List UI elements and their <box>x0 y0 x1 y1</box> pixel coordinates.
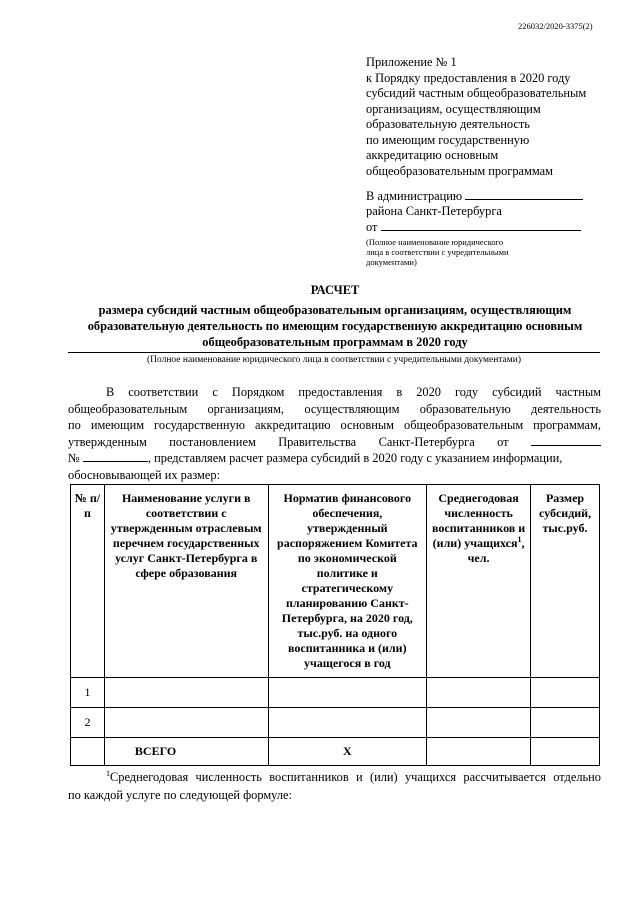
norm-cell[interactable] <box>268 708 427 738</box>
org-name-field[interactable] <box>68 352 600 353</box>
total-count-cell[interactable] <box>427 738 531 766</box>
paragraph-line: общеобразовательным организациям, осуществляющим образовательную деятельность <box>68 401 601 416</box>
document-heading <box>60 283 610 350</box>
number-sign: № <box>68 451 80 465</box>
address-line-admin: В администрацию <box>366 189 463 203</box>
footnote-line: по каждой услуге по следующей формуле: <box>68 788 292 802</box>
service-cell[interactable] <box>104 678 268 708</box>
footnote <box>68 768 601 804</box>
number-blank-field[interactable] <box>83 450 148 462</box>
total-x-mark: Х <box>268 738 427 766</box>
subsidy-table <box>70 484 600 766</box>
appendix-line: общеобразовательным программам <box>366 163 553 178</box>
count-cell[interactable] <box>427 678 531 708</box>
document-number: 226032/2020-3375(2) <box>518 21 593 31</box>
header-avg-count-unit: , чел. <box>467 536 525 565</box>
header-subsidy-amount: Размер субсидий, тыс.руб. <box>531 485 600 678</box>
header-number: № п/п <box>71 485 105 678</box>
appendix-block <box>366 55 626 179</box>
appendix-line: субсидий частным общеобразовательным <box>366 86 587 100</box>
row-number: 1 <box>71 678 105 708</box>
paragraph-text: , представляем расчет размера субсидий в 2020 году с указанием информации, <box>147 451 563 465</box>
footnote-line <box>68 768 601 786</box>
table-header-row <box>71 485 600 678</box>
header-service-name: Наименование услуги в соответствии с утвержденным отраслевым перечнем государственных услуг Санкт-Петербурга в сфере образования <box>104 485 268 678</box>
heading-line: образовательную деятельность по имеющим государственную аккредитацию основным <box>87 319 583 333</box>
table-row <box>71 678 600 708</box>
paragraph-line: В соответствии с Порядком предоставления в 2020 году субсидий частным <box>106 385 601 399</box>
paragraph-text: утвержденным постановлением Правительства Санкт-Петербурга от <box>68 434 509 449</box>
norm-cell[interactable] <box>268 678 427 708</box>
appendix-line: образовательную деятельность <box>366 117 530 131</box>
paragraph-line <box>68 450 601 467</box>
heading-line: размера субсидий частным общеобразовательным организациям, осуществляющим <box>98 303 572 317</box>
header-avg-count-text: Среднегодовая численность воспитанников и (или) учащихся <box>431 491 526 550</box>
appendix-line: аккредитацию основным <box>366 148 499 162</box>
appendix-line: организациям, осуществляющим <box>366 101 541 116</box>
total-amount-cell[interactable] <box>531 738 600 766</box>
table-row <box>71 708 600 738</box>
total-empty-cell <box>71 738 105 766</box>
service-cell[interactable] <box>104 708 268 738</box>
address-note: документами) <box>366 257 417 267</box>
intro-paragraph <box>68 384 601 483</box>
footnote-mark: 1 <box>106 768 110 778</box>
address-note: (Полное наименование юридического <box>366 237 504 247</box>
total-label: ВСЕГО <box>104 738 268 766</box>
heading-line: общеобразовательным программам в 2020 году <box>202 335 468 349</box>
appendix-line: по имеющим государственную <box>366 132 530 147</box>
date-blank-field[interactable] <box>531 434 601 446</box>
footnote-ref: 1 <box>517 535 522 544</box>
address-line-from: от <box>366 220 378 234</box>
header-funding-norm: Норматив финансового обеспечения, утвержденный распоряжением Комитета по экономической политике и стратегическому планированию Санкт-Петербурга, на 2020 год, тыс.руб. на одного воспитанника и (или) учащегося в год <box>268 485 427 678</box>
address-block <box>366 188 626 267</box>
count-cell[interactable] <box>427 708 531 738</box>
amount-cell[interactable] <box>531 708 600 738</box>
appendix-title: Приложение № 1 <box>366 55 457 69</box>
admin-blank-field[interactable] <box>465 188 583 200</box>
amount-cell[interactable] <box>531 678 600 708</box>
header-avg-count <box>427 485 531 678</box>
paragraph-line <box>68 434 601 451</box>
appendix-line: к Порядку предоставления в 2020 году <box>366 70 571 85</box>
paragraph-line: обосновывающей их размер: <box>68 467 221 482</box>
address-note: лица в соответствии с учредительными <box>366 247 509 257</box>
row-number: 2 <box>71 708 105 738</box>
org-name-note: (Полное наименование юридического лица в соответствии с учредительными документами) <box>146 355 522 365</box>
footnote-text: Среднегодовая численность воспитанников и (или) учащихся рассчитывается отдельно <box>110 770 601 784</box>
table-total-row <box>71 738 600 766</box>
from-blank-field[interactable] <box>381 219 581 231</box>
heading-title: РАСЧЕТ <box>310 283 360 297</box>
address-line-district: района Санкт-Петербурга <box>366 204 502 218</box>
paragraph-line: по имеющим государственную аккредитацию основным общеобразовательным программам, <box>68 418 601 432</box>
